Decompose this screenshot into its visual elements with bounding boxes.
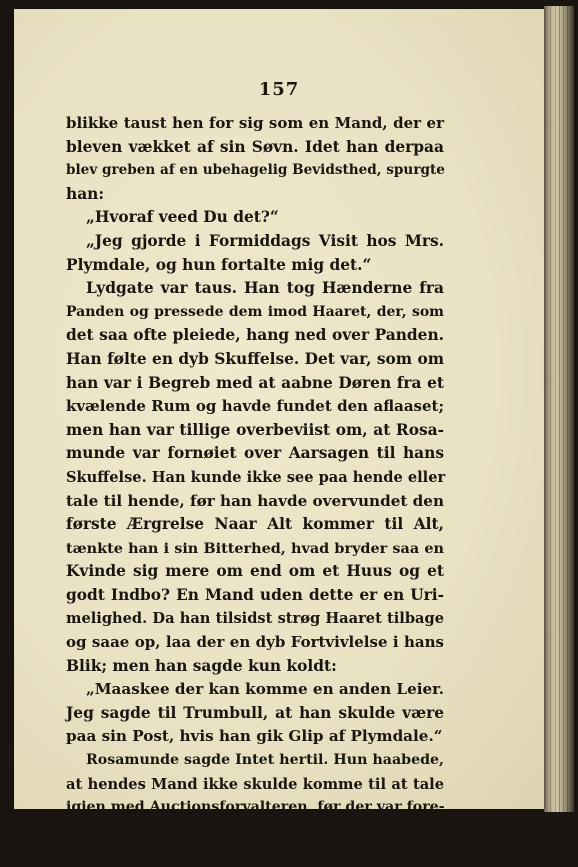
text-line: igjen med Auctionsforvalteren, før der var fore- [66, 799, 445, 816]
text-line: blev greben af en ubehagelig Bevidsthed, spurgte [66, 162, 445, 179]
text-line: første Ærgrelse Naar Alt kommer til Alt, [66, 515, 444, 534]
text-line: „Maaskee der kan komme en anden Leier. [86, 680, 445, 699]
text-line: godt Indbo? En Mand uden dette er en Uri- [66, 585, 444, 604]
text-line: han var i Begreb med at aabne Døren fra et [66, 373, 444, 392]
text-line: „Jeg gjorde i Formiddags Visit hos Mrs. [86, 231, 444, 250]
text-line: blanding; ialtfald havde hun hindret det, som [66, 846, 444, 864]
text-line: tale til hende, før han havde overvundet den [66, 491, 444, 510]
text-line: men han var tillige overbeviist om, at Rosa- [66, 420, 444, 439]
text-line: munde var fornøiet over Aarsagen til hans [66, 444, 444, 463]
text-line: Blik; men han sagde kun koldt: [66, 656, 337, 675]
text-line: Skuffelse. Han kunde ikke see paa hende eller [66, 468, 446, 486]
text-line: Kvinde sig mere om end om et Huus og et [66, 562, 444, 581]
text-line: det saa ofte pleiede, hang ned over Panden. [66, 326, 444, 345]
text-line: paa sin Post, hvis han gik Glip af Plymdale.“ [66, 727, 443, 746]
book-page [14, 9, 544, 864]
page-edge-stack [544, 6, 574, 812]
text-line: bleven vækket af sin Søvn. Idet han derpaa [66, 137, 444, 156]
text-line: Panden og pressede dem imod Haaret, der, som [66, 303, 444, 320]
text-line: Han følte en dyb Skuffelse. Det var, som om [66, 349, 444, 368]
body-text [66, 112, 444, 867]
text-line: han: [66, 184, 105, 203]
text-line: Rosamunde sagde Intet hertil. Hun haabede, [86, 752, 444, 769]
text-line: melighed. Da han tilsidst strøg Haaret tilbage [66, 610, 444, 628]
text-line: og saae op, laa der en dyb Fortvivlelse i hans [66, 633, 444, 652]
text-line: „Hvoraf veed Du det?“ [86, 208, 279, 227]
text-line: Lydgate var taus. Han tog Hænderne fra [86, 279, 444, 298]
text-line: faldet Noget, som kunde berettige hendes Ind- [66, 822, 445, 840]
text-line: Plymdale, og hun fortalte mig det.“ [66, 255, 372, 274]
text-line: tænkte han i sin Bitterhed, hvad bryder saa en [66, 539, 444, 557]
text-line: Jeg sagde til Trumbull, at han skulde være [66, 703, 444, 722]
text-line: kvælende Rum og havde fundet den aflaaset; [66, 397, 444, 416]
text-line: at hendes Mand ikke skulde komme til at tale [66, 775, 444, 793]
page-number: 157 [258, 79, 300, 100]
text-line: blikke taust hen for sig som en Mand, der er [66, 114, 444, 132]
